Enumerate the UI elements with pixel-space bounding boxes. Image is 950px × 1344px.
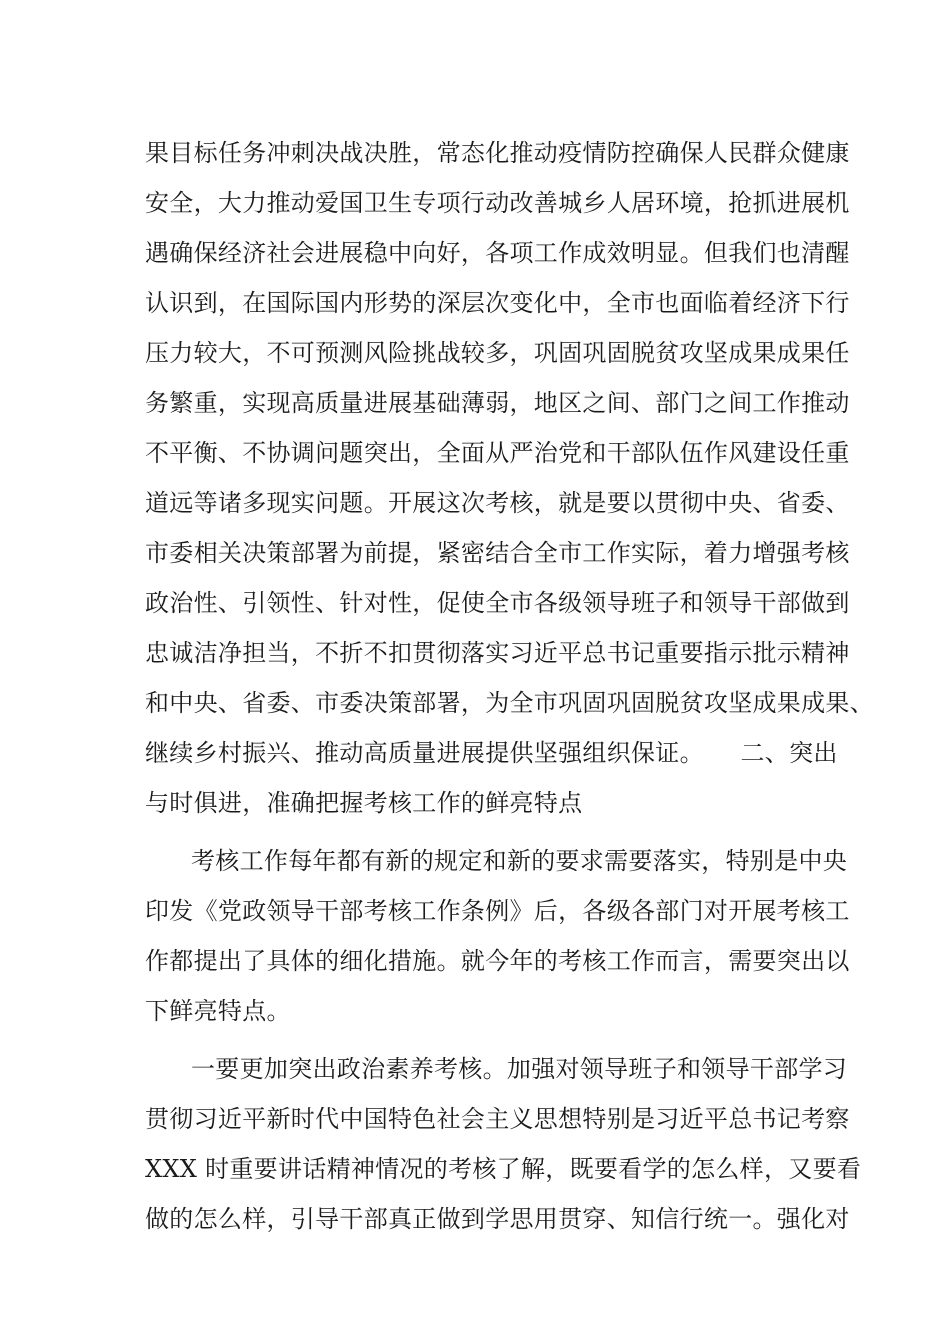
text-line: 认识到，在国际国内形势的深层次变化中，全市也面临着经济下行	[145, 289, 850, 317]
text-line: 不平衡、不协调问题突出，全面从严治党和干部队伍作风建设任重	[145, 439, 850, 467]
paragraph-1	[145, 128, 874, 828]
text-line: 作都提出了具体的细化措施。就今年的考核工作而言，需要突出以	[145, 947, 850, 975]
text-line: 务繁重，实现高质量进展基础薄弱，地区之间、部门之间工作推动	[145, 389, 850, 417]
text-line: 继续乡村振兴、推动高质量进展提供坚强组织保证。 二、突出	[145, 739, 838, 767]
paragraph-3	[145, 1044, 862, 1244]
text-line: XXX 时重要讲话精神情况的考核了解，既要看学的怎么样，又要看	[145, 1155, 862, 1183]
text-line: 一要更加突出政治素养考核。加强对领导班子和领导干部学习	[191, 1055, 848, 1083]
text-line: 做的怎么样，引导干部真正做到学思用贯穿、知信行统一。强化对	[145, 1205, 850, 1233]
text-line: 果目标任务冲刺决战决胜，常态化推动疫情防控确保人民群众健康	[145, 139, 850, 167]
text-line: 忠诚洁净担当，不折不扣贯彻落实习近平总书记重要指示批示精神	[145, 639, 850, 667]
section-heading-line: 与时俱进，准确把握考核工作的鲜亮特点	[145, 789, 583, 817]
text-line: 考核工作每年都有新的规定和新的要求需要落实，特别是中央	[191, 847, 848, 875]
text-line: 安全，大力推动爱国卫生专项行动改善城乡人居环境，抢抓进展机	[145, 189, 850, 217]
text-line: 压力较大，不可预测风险挑战较多，巩固巩固脱贫攻坚成果成果任	[145, 339, 850, 367]
text-line: 贯彻习近平新时代中国特色社会主义思想特别是习近平总书记考察	[145, 1105, 850, 1133]
document-body	[145, 128, 874, 1244]
text-line: 下鲜亮特点。	[145, 997, 291, 1025]
text-line: 印发《党政领导干部考核工作条例》后，各级各部门对开展考核工	[145, 897, 850, 925]
text-line: 市委相关决策部署为前提，紧密结合全市工作实际，着力增强考核	[145, 539, 850, 567]
text-line: 政治性、引领性、针对性，促使全市各级领导班子和领导干部做到	[145, 589, 850, 617]
paragraph-2	[145, 836, 850, 1036]
text-line: 和中央、省委、市委决策部署，为全市巩固巩固脱贫攻坚成果成果、	[145, 689, 874, 717]
text-line: 遇确保经济社会进展稳中向好，各项工作成效明显。但我们也清醒	[145, 239, 850, 267]
text-line: 道远等诸多现实问题。开展这次考核，就是要以贯彻中央、省委、	[145, 489, 850, 517]
